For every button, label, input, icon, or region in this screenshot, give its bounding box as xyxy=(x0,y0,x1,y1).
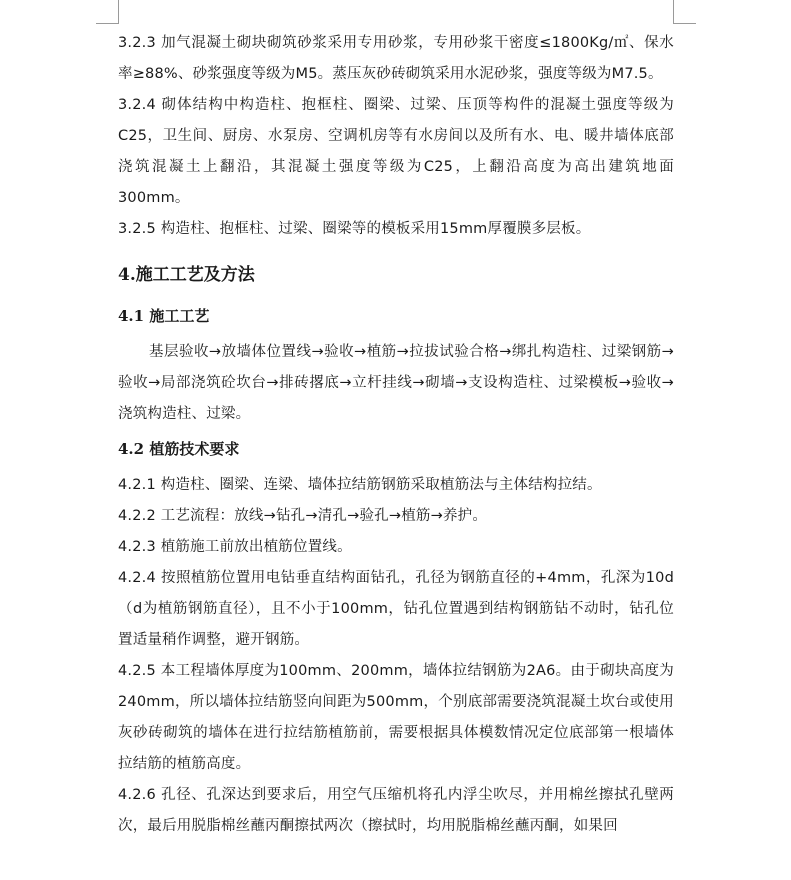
paragraph-3-2-5: 3.2.5 构造柱、抱框柱、过梁、圈梁等的模板采用15mm厚覆膜多层板。 xyxy=(118,221,591,237)
paragraph-4-2-4: 4.2.4 按照植筋位置用电钻垂直结构面钻孔，孔径为钢筋直径的+4mm，孔深为10d（d为植筋钢筋直径），且不小于100mm，钻孔位置遇到结构钢筋钻不动时，钻孔位置适量稍作调整，避开钢筋。 xyxy=(118,570,674,648)
document-body xyxy=(118,28,674,842)
paragraph-4-2-2: 4.2.2 工艺流程：放线→钻孔→清孔→验孔→植筋→养护。 xyxy=(118,508,488,524)
paragraph-4-2-3: 4.2.3 植筋施工前放出植筋位置线。 xyxy=(118,539,352,555)
paragraph-3-2-4: 3.2.4 砌体结构中构造柱、抱框柱、圈梁、过梁、压顶等构件的混凝土强度等级为C25，卫生间、厨房、水泵房、空调机房等有水房间以及所有水、电、暖井墙体底部浇筑混凝土上翻沿，其混凝土强度等级为C25，上翻沿高度为高出建筑地面300mm。 xyxy=(118,97,674,206)
page-corner-mark-right xyxy=(673,0,674,24)
heading-section-4: 4.施工工艺及方法 xyxy=(118,265,255,285)
paragraph-3-2-3: 3.2.3 加气混凝土砌块砌筑砂浆采用专用砂浆，专用砂浆干密度≤1800Kg/㎡、保水率≥88%、砂浆强度等级为M5。蒸压灰砂砖砌筑采用水泥砂浆，强度等级为M7.5。 xyxy=(118,35,674,82)
paragraph-4-2-6: 4.2.6 孔径、孔深达到要求后，用空气压缩机将孔内浮尘吹尽，并用棉丝擦拭孔壁两次，最后用脱脂棉丝蘸丙酮擦拭两次（擦拭时，均用脱脂棉丝蘸丙酮，如果回 xyxy=(118,787,674,834)
paragraph-4-1-process: 基层验收→放墙体位置线→验收→植筋→拉拔试验合格→绑扎构造柱、过梁钢筋→验收→局部浇筑砼坎台→排砖撂底→立杆挂线→砌墙→支设构造柱、过梁模板→验收→浇筑构造柱、过梁。 xyxy=(118,344,674,422)
heading-4-1: 4.1 施工工艺 xyxy=(118,307,210,325)
page-corner-mark-right-h xyxy=(673,23,696,24)
paragraph-4-2-5: 4.2.5 本工程墙体厚度为100mm、200mm，墙体拉结钢筋为2A6。由于砌块高度为240mm，所以墙体拉结筋竖向间距为500mm，个别底部需要浇筑混凝土坎台或使用灰砂砖砌筑的墙体在进行拉结筋植筋前，需要根据具体模数情况定位底部第一根墙体拉结筋的植筋高度。 xyxy=(118,663,674,772)
page-corner-mark-left xyxy=(118,0,119,24)
page-corner-mark-left-h xyxy=(96,23,119,24)
heading-4-2: 4.2 植筋技术要求 xyxy=(118,440,240,458)
paragraph-4-2-1: 4.2.1 构造柱、圈梁、连梁、墙体拉结筋钢筋采取植筋法与主体结构拉结。 xyxy=(118,477,602,493)
